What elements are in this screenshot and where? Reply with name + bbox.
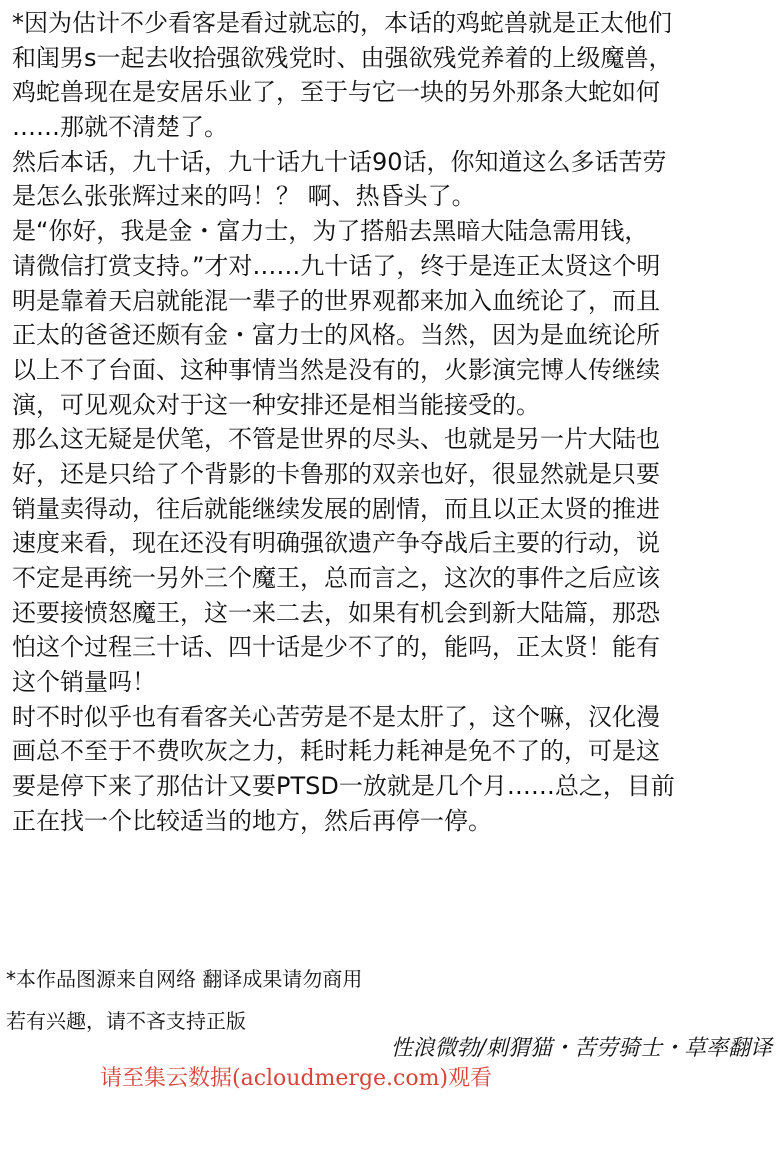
site-watermark: 请至集云数据(acloudmerge.com)观看 (100, 1066, 493, 1091)
afterword-line: 是怎么张张辉过来的吗！？ 啊、热昏头了。 (12, 182, 476, 211)
afterword-line: 正太的爸爸还颇有金・富力士的风格。当然，因为是血统论所 (12, 321, 660, 350)
afterword-line: 是“你好，我是金・富力士，为了搭船去黑暗大陆急需用钱， (12, 217, 649, 246)
afterword-line: 和闺男s一起去收拾强欲残党时、由强欲残党养着的上级魔兽， (12, 43, 673, 72)
afterword-line: 明是靠着天启就能混一辈子的世界观都来加入血统论了，而且 (12, 286, 660, 315)
support-official-note: 若有兴趣，请不吝支持正版 (6, 1009, 246, 1033)
copyright-note: *本作品图源来自网络 翻译成果请勿商用 (6, 967, 363, 991)
afterword-line: 时不时似乎也有看客关心苦劳是不是太肝了，这个嘛，汉化漫 (12, 702, 660, 731)
afterword-line: 还要接愤怒魔王，这一来二去，如果有机会到新大陆篇，那恐 (12, 598, 660, 627)
afterword-line: 然后本话，九十话，九十话九十话90话，你知道这么多话苦劳 (12, 147, 667, 176)
afterword-line: 不定是再统一另外三个魔王，总而言之，这次的事件之后应该 (12, 564, 660, 592)
afterword-line: 画总不至于不费吹灰之力，耗时耗力耗神是免不了的，可是这 (12, 737, 660, 766)
afterword-line: 正在找一个比较适当的地方，然后再停一停。 (12, 806, 492, 835)
afterword-line: 请微信打赏支持。”才对……九十话了，终于是连正太贤这个明 (12, 251, 661, 280)
afterword-line: 那么这无疑是伏笔，不管是世界的尽头、也就是另一片大陆也 (12, 425, 660, 454)
afterword-line: 这个销量吗！ (12, 668, 156, 697)
afterword-line: 以上不了台面、这种事情当然是没有的，火影演完博人传继续 (12, 355, 660, 384)
afterword-line: *因为估计不少看客是看过就忘的，本话的鸡蛇兽就是正太他们 (12, 9, 672, 37)
translation-credits: 性浪微勃/刺猬猫・苦劳骑士・草率翻译 (390, 1036, 772, 1061)
afterword-line: 怕这个过程三十话、四十话是少不了的，能吗，正太贤！能有 (12, 633, 660, 662)
afterword-line: 好，还是只给了个背影的卡鲁那的双亲也好，很显然就是只要 (12, 459, 660, 488)
afterword-line: 鸡蛇兽现在是安居乐业了，至于与它一块的另外那条大蛇如何 (12, 78, 660, 107)
afterword-line: ……那就不清楚了。 (12, 113, 228, 142)
afterword-line: 速度来看，现在还没有明确强欲遗产争夺战后主要的行动，说 (12, 529, 660, 558)
afterword-line: 演，可见观众对于这一种安排还是相当能接受的。 (12, 390, 540, 419)
afterword-line: 销量卖得动，往后就能继续发展的剧情，而且以正太贤的推进 (12, 494, 660, 523)
afterword-line: 要是停下来了那估计又要PTSD一放就是几个月……总之，目前 (12, 772, 675, 801)
translator-afterword (12, 6, 778, 839)
